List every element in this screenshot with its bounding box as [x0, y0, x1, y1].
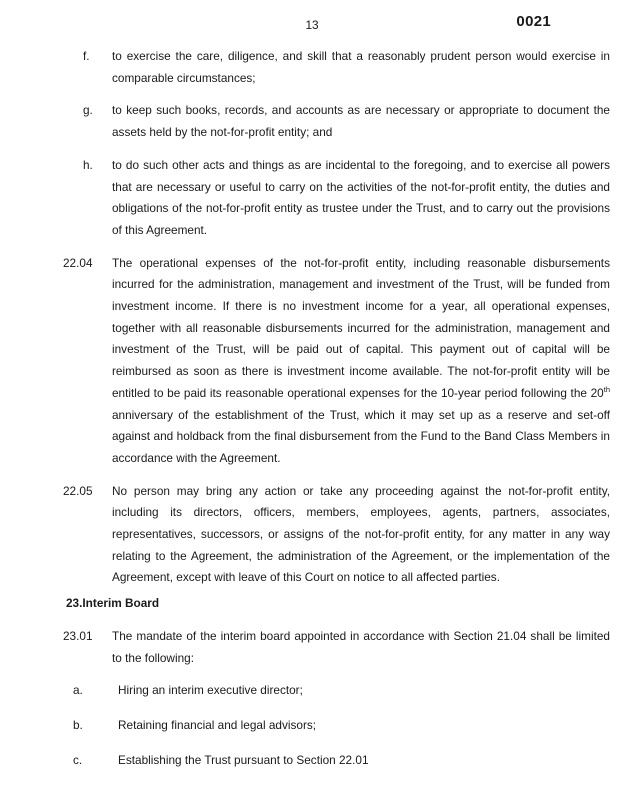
section-22-04-text-part2: anniversary of the establishment of the Trust, which it may set up as a reserve and set-off against and holdback from the final disbursement from the Fund to the Band Class Members in accordance with the Agreement. — [112, 407, 610, 465]
section-22-05 — [63, 481, 610, 590]
list-item-c — [73, 750, 610, 772]
list-item-f-marker: f. — [83, 49, 90, 63]
heading-23-title: Interim Board — [82, 596, 160, 611]
list-item-b-marker: b. — [73, 717, 83, 732]
bates-stamp: 0021 — [516, 13, 551, 30]
heading-23-number: 23. — [66, 596, 83, 611]
list-item-f-text: to exercise the care, diligence, and skill that a reasonably prudent person would exercise in comparable circumstances; — [112, 49, 610, 85]
list-item-c-text: Establishing the Trust pursuant to Section 22.01 — [118, 752, 369, 767]
list-item-g-marker: g. — [83, 103, 93, 118]
list-item-h-text: to do such other acts and things as are incidental to the foregoing, and to exercise all powers that are necessary or useful to carry on the activities of the not-for-profit entity, the duties and obligations of the not-for-profit entity as trustee under the Trust, and to carry out the provisions of this Agreement. — [112, 157, 610, 237]
page-number: 13 — [305, 18, 319, 32]
list-item-b — [73, 715, 610, 737]
section-22-05-number: 22.05 — [63, 483, 93, 498]
section-22-04-number: 22.04 — [63, 255, 93, 270]
list-item-a — [73, 680, 610, 702]
list-item-h — [83, 155, 610, 242]
heading-23-interim-board — [66, 593, 624, 615]
list-item-f — [83, 46, 610, 89]
list-item-a-text: Hiring an interim executive director; — [118, 683, 303, 698]
list-item-c-marker: c. — [73, 752, 83, 767]
list-item-g-text: to keep such books, records, and accounts as are necessary or appropriate to document the assets held by the not-for-profit entity; and — [112, 103, 610, 140]
section-22-05-text: No person may bring any action or take any proceeding against the not-for-profit entity, including its directors, officers, members, employees, agents, partners, associates, representatives, successors, or assigns of the not-for-profit entity, for any matter in any way relating to the Agreement, the administration of the Agreement, or the implementation of the Agreement, except with leave of this Court on notice to all affected parties. — [112, 483, 610, 585]
section-23-01 — [63, 626, 610, 669]
list-item-b-text: Retaining financial and legal advisors; — [118, 717, 317, 732]
section-22-04-text — [112, 253, 610, 470]
list-item-a-marker: a. — [73, 683, 83, 698]
section-22-04-text-part1: The operational expenses of the not-for-profit entity, including reasonable disbursements incurred for the administration, management and investment of the Trust, will be funded from investment income. If there is no investment income for a year, all operational expenses, together with all reasonable disbursements incurred for the administration, management and investment of the Trust, will be paid out of capital. This payment out of capital will be reimbursed as soon as there is investment income available. The not-for-profit entity will be entitled to be paid its reasonable operational expenses for the 10-year period following the 20 — [112, 255, 610, 400]
ordinal-superscript: th — [603, 384, 610, 394]
list-item-g — [83, 100, 610, 143]
list-item-h-marker: h. — [83, 157, 93, 172]
section-23-01-number: 23.01 — [63, 628, 93, 643]
section-22-04 — [63, 253, 610, 470]
section-23-01-text: The mandate of the interim board appointed in accordance with Section 21.04 shall be limited to the following: — [112, 628, 610, 665]
